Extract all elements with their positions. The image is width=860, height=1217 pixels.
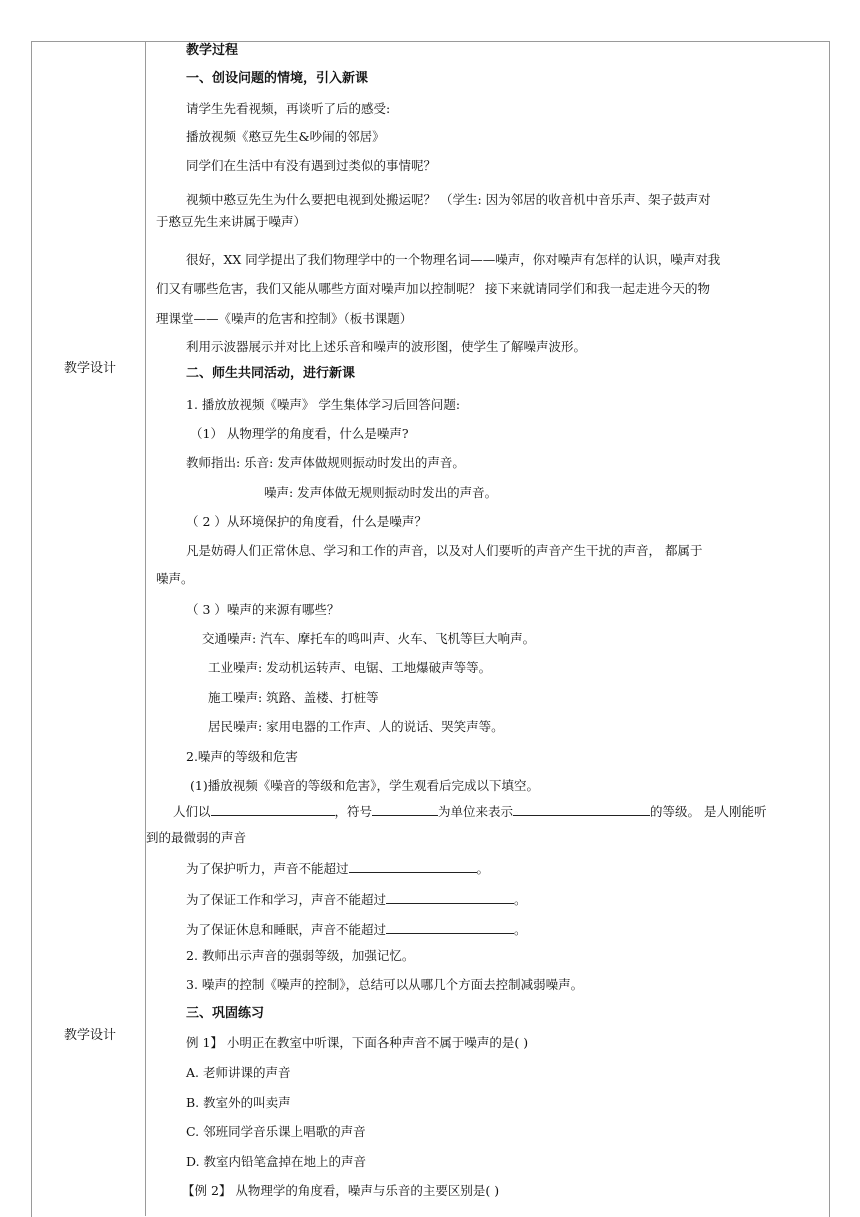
paragraph-line: 凡是妨碍人们正常休息、学习和工作的声音，以及对人们要听的声音产生干扰的声音， 都属于 bbox=[186, 543, 703, 558]
fill-in-line bbox=[186, 859, 489, 877]
paragraph-line: 播放视频《憨豆先生&吵闹的邻居》 bbox=[186, 129, 385, 144]
paragraph-line: 们又有哪些危害，我们又能从哪些方面对噪声加以控制呢？ 接下来就请同学们和我一起走进今天的物 bbox=[156, 281, 710, 296]
fill-text: 。 bbox=[476, 861, 490, 876]
fill-text: 为了保证休息和睡眠，声音不能超过 bbox=[186, 922, 387, 937]
answer-option: C. 邻班同学音乐课上唱歌的声音 bbox=[186, 1124, 366, 1139]
paragraph-line: 施工噪声: 筑路、盖楼、打桩等 bbox=[208, 690, 379, 705]
paragraph-line: 工业噪声: 发动机运转声、电锯、工地爆破声等等。 bbox=[208, 660, 492, 675]
paragraph-line: 2. 教师出示声音的强弱等级，加强记忆。 bbox=[186, 948, 415, 963]
fill-text: ，符号 bbox=[334, 804, 373, 819]
side-label-teaching-design: 教学设计 bbox=[63, 361, 116, 376]
paragraph-line: 很好，XX 同学提出了我们物理学中的一个物理名词——噪声，你对噪声有怎样的认识，噪声对我 bbox=[186, 252, 721, 267]
fill-blank[interactable] bbox=[513, 802, 650, 816]
fill-in-line bbox=[173, 802, 767, 820]
paragraph-line: 3. 噪声的控制《噪声的控制》，总结可以从哪几个方面去控制减弱噪声。 bbox=[186, 977, 584, 992]
fill-in-line bbox=[186, 920, 527, 938]
paragraph-line: 交通噪声: 汽车、摩托车的鸣叫声、火车、飞机等巨大响声。 bbox=[202, 631, 536, 646]
answer-option: A. 老师讲课的声音 bbox=[186, 1065, 291, 1080]
paragraph-line: （ 2 ）从环境保护的角度看，什么是噪声？ bbox=[186, 514, 427, 529]
fill-text: 为了保护听力，声音不能超过 bbox=[186, 861, 349, 876]
paragraph-line: 到的最微弱的声音 bbox=[146, 830, 247, 845]
fill-blank[interactable] bbox=[386, 890, 514, 904]
fill-text: 。 bbox=[514, 922, 527, 937]
fill-blank[interactable] bbox=[349, 859, 477, 873]
fill-text: 人们以 bbox=[173, 804, 211, 819]
paragraph-line: 于憨豆先生来讲属于噪声） bbox=[156, 214, 307, 229]
paragraph-line: 噪声: 发声体做无规则振动时发出的声音。 bbox=[264, 485, 498, 500]
section-title: 教学过程 bbox=[186, 43, 239, 58]
paragraph-line: 1. 播放放视频《噪声》 学生集体学习后回答问题: bbox=[186, 397, 461, 412]
paragraph-line: （1） 从物理学的角度看，什么是噪声? bbox=[190, 426, 409, 441]
example-question: 例 1】 小明正在教室中听课，下面各种声音不属于噪声的是( ) bbox=[186, 1035, 529, 1050]
section-heading-3: 三、巩固练习 bbox=[186, 1006, 265, 1021]
answer-option: D. 教室内铅笔盒掉在地上的声音 bbox=[186, 1154, 367, 1169]
paragraph-line: （ 3 ）噪声的来源有哪些？ bbox=[186, 602, 340, 617]
section-heading-2: 二、师生共同活动，进行新课 bbox=[186, 366, 356, 381]
paragraph-line: 请学生先看视频，再谈听了后的感受: bbox=[186, 101, 391, 116]
fill-text: 为了保证工作和学习，声音不能超过 bbox=[186, 892, 387, 907]
paragraph-line: 理课堂——《噪声的危害和控制》（板书课题） bbox=[156, 311, 413, 326]
paragraph-line: (1)播放视频《噪音的等级和危害》，学生观看后完成以下填空。 bbox=[190, 778, 539, 793]
paragraph-line: 2.噪声的等级和危害 bbox=[186, 749, 298, 764]
fill-blank[interactable] bbox=[211, 802, 335, 816]
fill-text: 为单位来表示 bbox=[438, 804, 514, 819]
fill-in-line bbox=[186, 890, 527, 908]
paragraph-line: 利用示波器展示并对比上述乐音和噪声的波形图，使学生了解噪声波形。 bbox=[186, 339, 587, 354]
paragraph-line: 同学们在生活中有没有遇到过类似的事情呢？ bbox=[186, 158, 437, 173]
paragraph-line: 居民噪声: 家用电器的工作声、人的说话、哭笑声等。 bbox=[208, 719, 504, 734]
paragraph-line: 视频中憨豆先生为什么要把电视到处搬运呢？ （学生: 因为邻居的收音机中音乐声、架子鼓声对 bbox=[186, 192, 711, 207]
answer-option: B. 教室外的叫卖声 bbox=[186, 1095, 291, 1110]
section-heading-1: 一、创设问题的情境，引入新课 bbox=[186, 71, 369, 86]
side-label-teaching-design: 教学设计 bbox=[63, 1028, 116, 1043]
example-question: 【例 2】 从物理学的角度看，噪声与乐音的主要区别是( ) bbox=[182, 1183, 500, 1198]
content-cell bbox=[146, 41, 828, 1216]
paragraph-line: 教师指出: 乐音: 发声体做规则振动时发出的声音。 bbox=[186, 455, 465, 470]
fill-blank[interactable] bbox=[372, 802, 438, 816]
fill-text: 。 bbox=[514, 892, 527, 907]
fill-text: 的等级。 是人刚能听 bbox=[650, 804, 767, 819]
fill-blank[interactable] bbox=[386, 920, 514, 934]
paragraph-line: 噪声。 bbox=[156, 571, 194, 586]
